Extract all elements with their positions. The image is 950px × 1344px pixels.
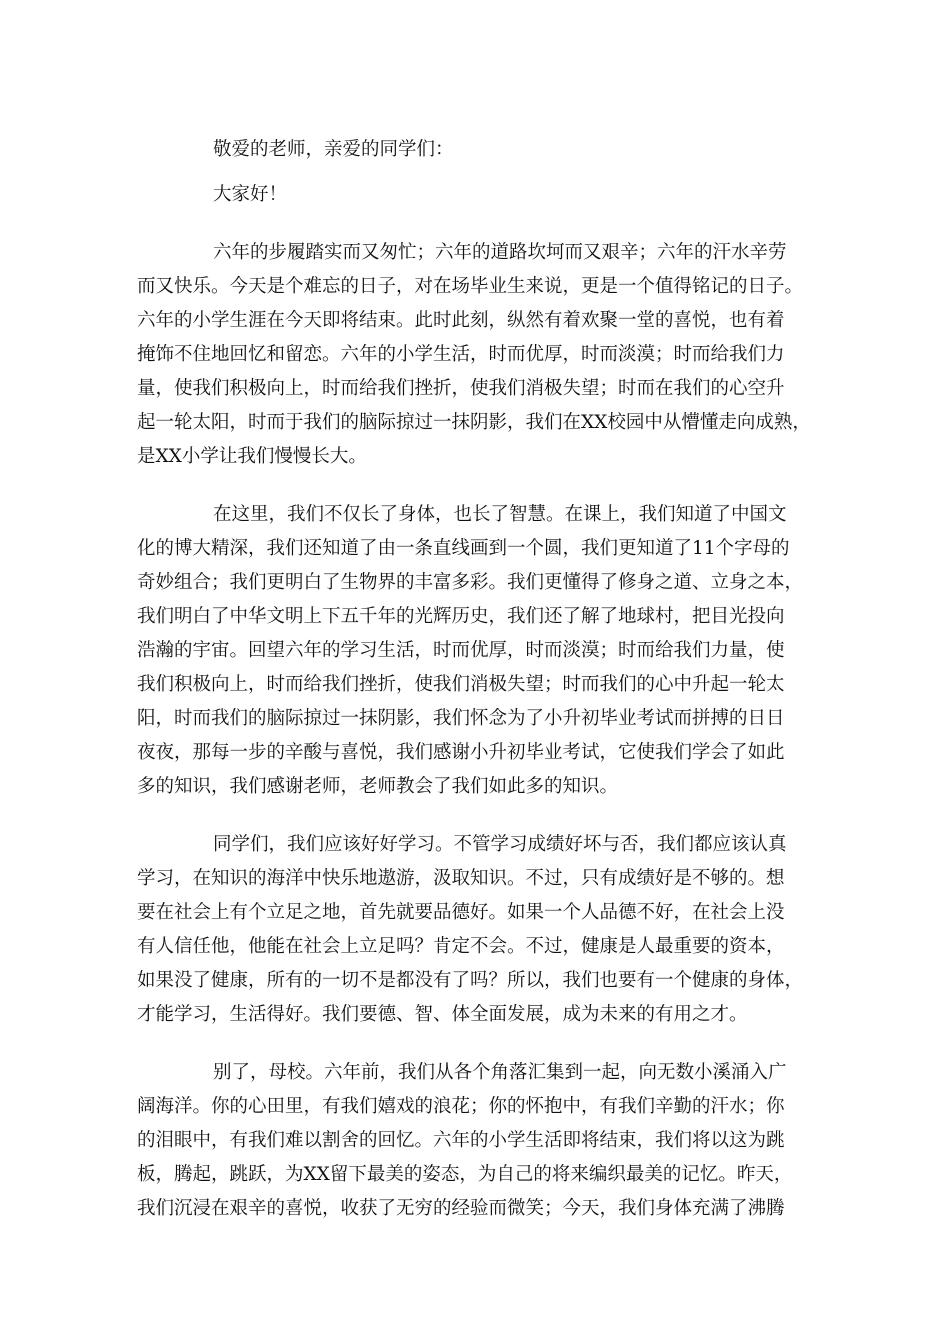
paragraph-line: 化的博大精深，我们还知道了由一条直线画到一个圆，我们更知道了11个字母的 [137, 538, 790, 559]
paragraph-line: 而又快乐。今天是个难忘的日子，对在场毕业生来说，更是一个值得铭记的日子。 [137, 276, 804, 297]
paragraph-line: 板，腾起，跳跃，为XX留下最美的姿态，为自己的将来编织最美的记忆。昨天， [137, 1164, 793, 1185]
paragraph-line: 六年的步履踏实而又匆忙；六年的道路坎坷而又艰辛；六年的汗水辛劳 [213, 242, 787, 263]
document-body [137, 133, 817, 1226]
paragraph-line: 阳，时而我们的脑际掠过一抹阴影，我们怀念为了小升初毕业考试而拼搏的日日 [137, 708, 785, 729]
paragraph-line: 多的知识，我们感谢老师，老师教会了我们如此多的知识。 [137, 776, 619, 797]
paragraph-line: 如果没了健康，所有的一切不是都没有了吗？所以，我们也要有一个健康的身体， [137, 970, 804, 991]
paragraph-line: 学习，在知识的海洋中快乐地遨游，汲取知识。不过，只有成绩好是不够的。想 [137, 868, 785, 889]
paragraph-line: 掩饰不住地回忆和留恋。六年的小学生活，时而优厚，时而淡漠；时而给我们力 [137, 344, 785, 365]
paragraph-line: 我们沉浸在艰辛的喜悦，收获了无穷的经验而微笑；今天，我们身体充满了沸腾 [137, 1198, 785, 1219]
paragraph-line: 夜夜，那每一步的辛酸与喜悦，我们感谢小升初毕业考试，它使我们学会了如此 [137, 742, 785, 763]
paragraph-line: 六年的小学生涯在今天即将结束。此时此刻，纵然有着欢聚一堂的喜悦，也有着 [137, 310, 785, 331]
paragraph-line: 浩瀚的宇宙。回望六年的学习生活，时而优厚，时而淡漠；时而给我们力量，使 [137, 640, 785, 661]
paragraph-2 [137, 498, 817, 804]
paragraph-line: 起一轮太阳，时而于我们的脑际掠过一抹阴影，我们在XX校园中从懵懂走向成熟， [137, 412, 811, 433]
paragraph-line: 我们明白了中华文明上下五千年的光辉历史，我们还了解了地球村，把目光投向 [137, 606, 785, 627]
paragraph-line: 我们积极向上，时而给我们挫折，使我们消极失望；时而我们的心中升起一轮太 [137, 674, 785, 695]
salutation: 敬爱的老师，亲爱的同学们： [213, 139, 454, 160]
paragraph-3 [137, 828, 817, 1032]
paragraph-line: 是XX小学让我们慢慢长大。 [137, 446, 367, 467]
paragraph-line: 有人信任他，他能在社会上立足吗？肯定不会。不过，健康是人最重要的资本， [137, 936, 785, 957]
paragraph-line: 同学们，我们应该好好学习。不管学习成绩好坏与否，我们都应该认真 [213, 834, 787, 855]
paragraph-line: 的泪眼中，有我们难以割舍的回忆。六年的小学生活即将结束，我们将以这为跳 [137, 1130, 785, 1151]
paragraph-line: 才能学习，生活得好。我们要德、智、体全面发展，成为未来的有用之才。 [137, 1004, 748, 1025]
paragraph-line: 阔海洋。你的心田里，有我们嬉戏的浪花；你的怀抱中，有我们辛勤的汗水；你 [137, 1096, 785, 1117]
paragraph-line: 别了，母校。六年前，我们从各个角落汇集到一起，向无数小溪涌入广 [213, 1062, 787, 1083]
paragraph-line: 在这里，我们不仅长了身体，也长了智慧。在课上，我们知道了中国文 [213, 504, 787, 525]
paragraph-1 [137, 236, 817, 474]
paragraph-line: 量，使我们积极向上，时而给我们挫折，使我们消极失望；时而在我们的心空升 [137, 378, 785, 399]
paragraph-line: 奇妙组合；我们更明白了生物界的丰富多彩。我们更懂得了修身之道、立身之本， [137, 572, 804, 593]
greeting: 大家好！ [213, 184, 288, 205]
paragraph-line: 要在社会上有个立足之地，首先就要品德好。如果一个人品德不好，在社会上没 [137, 902, 785, 923]
paragraph-4 [137, 1056, 817, 1226]
